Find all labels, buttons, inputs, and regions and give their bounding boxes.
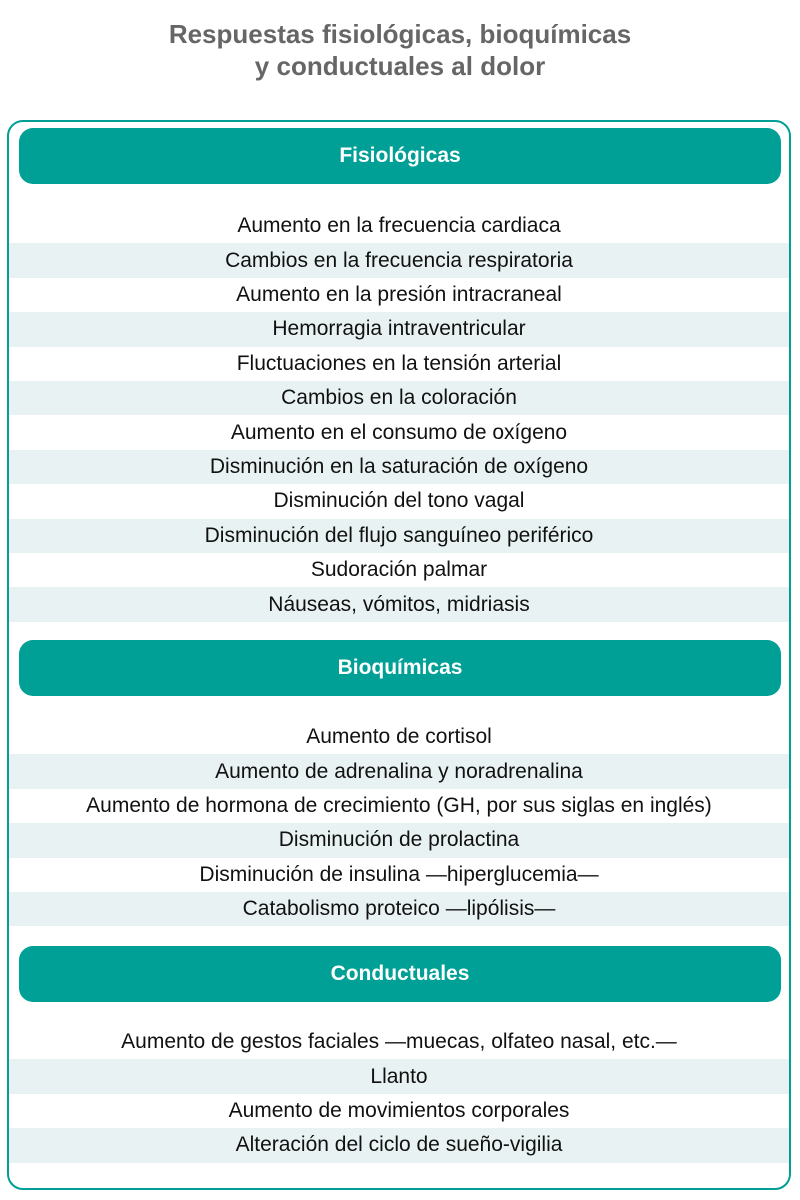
list-item: Disminución del flujo sanguíneo periférico — [9, 519, 789, 553]
list-item: Fluctuaciones en la tensión arterial — [236, 351, 562, 375]
list-item: Sudoración palmar — [310, 558, 488, 582]
list-item: Disminución de insulina —hiperglucemia— — [199, 862, 599, 886]
page-title — [0, 18, 800, 82]
list-item: Náuseas, vómitos, midriasis — [9, 587, 789, 621]
list-item: Alteración del ciclo de sueño-vigilia — [9, 1128, 789, 1162]
list-item: Disminución del tono vagal — [273, 489, 525, 513]
list-item: Aumento en la frecuencia cardiaca — [237, 214, 561, 238]
list-item: Cambios en la coloración — [9, 381, 789, 415]
list-item: Disminución en la saturación de oxígeno — [9, 450, 789, 484]
list-item: Aumento de gestos faciales —muecas, olfateo nasal, etc.— — [121, 1030, 677, 1054]
responses-table — [7, 120, 791, 1190]
page-title-line-2: y conductuales al dolor — [254, 51, 546, 81]
section-header: Bioquímicas — [19, 640, 781, 696]
list-item: Aumento de adrenalina y noradrenalina — [9, 754, 789, 788]
list-item: Aumento en el consumo de oxígeno — [230, 420, 568, 444]
list-item: Cambios en la frecuencia respiratoria — [9, 243, 789, 277]
list-item: Aumento en la presión intracraneal — [236, 282, 562, 306]
list-item: Aumento de cortisol — [306, 725, 492, 749]
list-item: Aumento de hormona de crecimiento (GH, por sus siglas en inglés) — [86, 793, 712, 817]
section-header: Fisiológicas — [19, 128, 781, 184]
list-item: Catabolismo proteico —lipólisis— — [9, 892, 789, 926]
list-item: Hemorragia intraventricular — [9, 312, 789, 346]
list-item: Disminución de prolactina — [9, 823, 789, 857]
list-item: Aumento de movimientos corporales — [228, 1098, 570, 1122]
section-header: Conductuales — [19, 946, 781, 1002]
list-item: Llanto — [9, 1059, 789, 1093]
page-title-line-1: Respuestas fisiológicas, bioquímicas — [168, 19, 632, 49]
